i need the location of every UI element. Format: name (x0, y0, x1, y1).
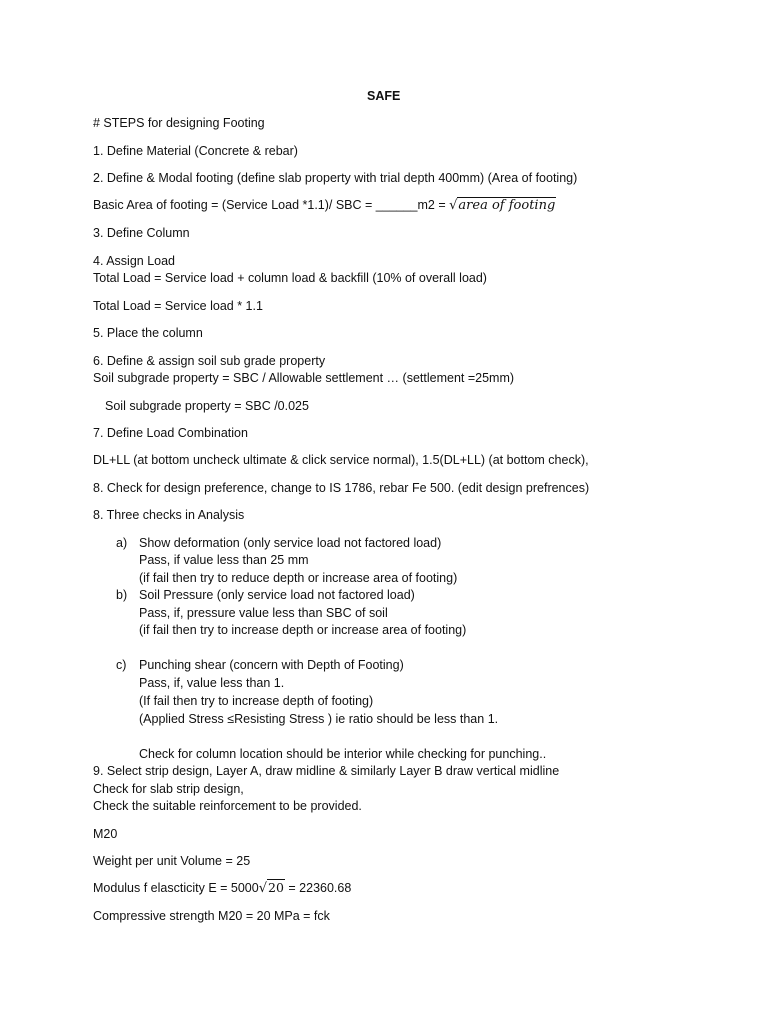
sqrt-symbol: √ (258, 881, 268, 896)
step-7-line: DL+LL (at bottom uncheck ultimate & click service normal), 1.5(DL+LL) (at bottom check), (93, 453, 589, 467)
step-4-line: Total Load = Service load * 1.1 (93, 299, 263, 313)
concrete-grade: M20 (93, 827, 118, 841)
sqrt-expression (449, 198, 556, 213)
step-8-design-preference: 8. Check for design preference, change to IS 1786, rebar Fe 500. (edit design prefrences) (93, 481, 590, 495)
heading: # STEPS for designing Footing (93, 116, 265, 130)
modulus-radicand: 20 (268, 880, 284, 895)
list-item: Punching shear (concern with Depth of Footing) (139, 658, 404, 672)
step-9-line: Check the suitable reinforcement to be provided. (93, 799, 362, 813)
sqrt-symbol: √ (449, 198, 458, 213)
list-item-line: Check for column location should be interior while checking for punching.. (139, 747, 547, 761)
modulus-suffix: = 22360.68 (284, 881, 352, 895)
step-9-line: 9. Select strip design, Layer A, draw midline & similarly Layer B draw vertical midline (93, 764, 560, 778)
step-4-title: 4. Assign Load (93, 254, 176, 268)
step-6-line: Soil subgrade property = SBC /0.025 (105, 399, 309, 413)
list-item-line: (Applied Stress ≤Resisting Stress ) ie ratio should be less than 1. (139, 712, 499, 726)
area-formula-radicand: area of footing (458, 198, 556, 213)
list-marker: a) (116, 536, 128, 550)
step-9-line: Check for slab strip design, (93, 782, 244, 796)
page-title: SAFE (367, 89, 401, 103)
step-5: 5. Place the column (93, 326, 203, 340)
list-item-line: (if fail then try to increase depth or increase area of footing) (139, 623, 467, 637)
modulus-prefix: Modulus f elascticity E = 5000 (93, 881, 259, 895)
compressive-strength: Compressive strength M20 = 20 MPa = fck (93, 909, 330, 923)
list-item: Show deformation (only service load not factored load) (139, 536, 442, 550)
step-6-title: 6. Define & assign soil sub grade property (93, 354, 326, 368)
step-4-line: Total Load = Service load + column load & backfill (10% of overall load) (93, 271, 487, 285)
step-8-checks-title: 8. Three checks in Analysis (93, 508, 245, 522)
list-item-line: (If fail then try to increase depth of footing) (139, 694, 374, 708)
step-2: 2. Define & Modal footing (define slab property with trial depth 400mm) (Area of footing) (93, 171, 578, 185)
area-formula-text: Basic Area of footing = (Service Load *1.1)/ SBC = ______m2 = (93, 198, 450, 212)
modulus-formula (93, 881, 351, 896)
sqrt-expression (259, 881, 285, 896)
list-item-line: Pass, if, value less than 1. (139, 676, 285, 690)
list-item-line: (if fail then try to reduce depth or increase area of footing) (139, 571, 458, 585)
step-6-line: Soil subgrade property = SBC / Allowable settlement … (settlement =25mm) (93, 371, 515, 385)
list-marker: b) (116, 588, 128, 602)
area-formula (93, 198, 556, 213)
list-marker: c) (116, 658, 127, 672)
unit-weight: Weight per unit Volume = 25 (93, 854, 251, 868)
list-item: Soil Pressure (only service load not factored load) (139, 588, 415, 602)
step-7-title: 7. Define Load Combination (93, 426, 248, 440)
step-3: 3. Define Column (93, 226, 190, 240)
step-1: 1. Define Material (Concrete & rebar) (93, 144, 298, 158)
list-item-line: Pass, if, pressure value less than SBC of soil (139, 606, 388, 620)
list-item-line: Pass, if value less than 25 mm (139, 553, 309, 567)
